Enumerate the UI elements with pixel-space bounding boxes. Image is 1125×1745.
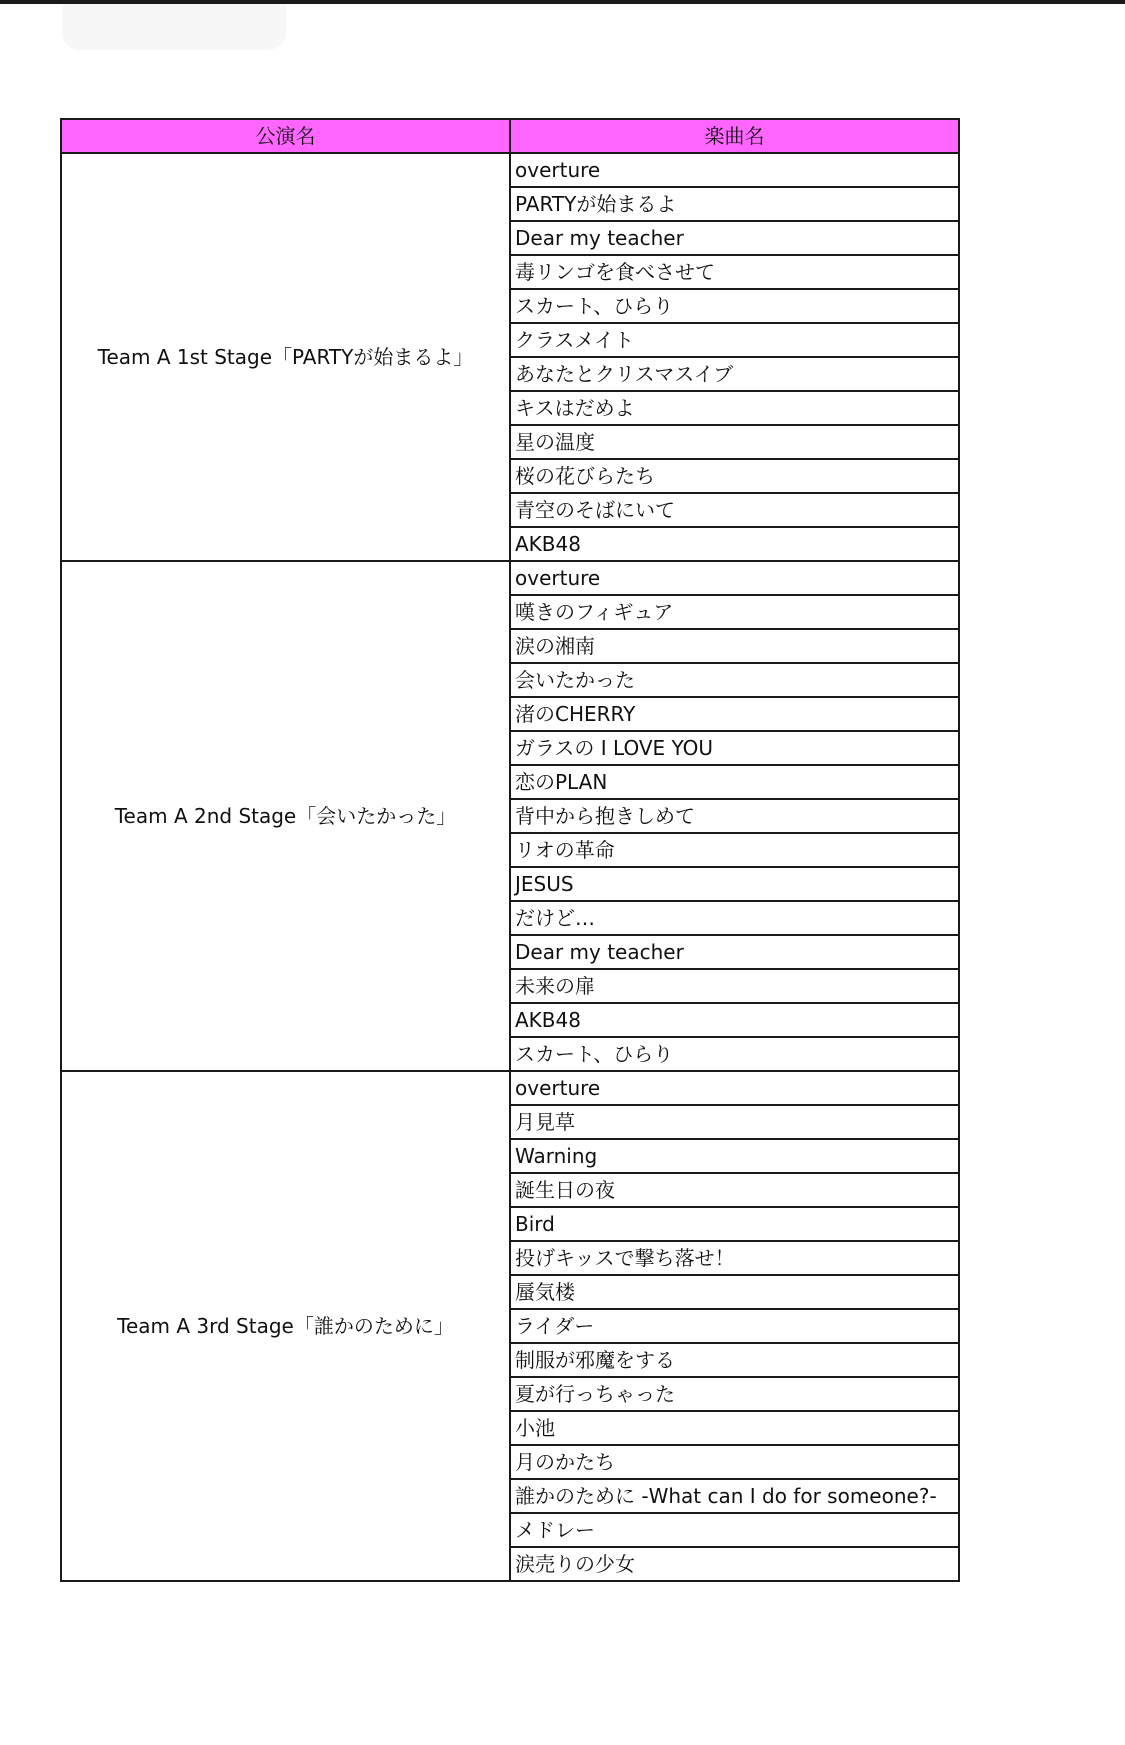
song-title-cell: Dear my teacher	[510, 221, 959, 255]
song-title-cell: スカート、ひらり	[510, 289, 959, 323]
song-title-cell: 青空のそばにいて	[510, 493, 959, 527]
song-title-cell: 蜃気楼	[510, 1275, 959, 1309]
stage-column-header: 公演名	[61, 119, 510, 153]
song-title-cell: スカート、ひらり	[510, 1037, 959, 1071]
song-title-cell: あなたとクリスマスイブ	[510, 357, 959, 391]
song-title-cell: 背中から抱きしめて	[510, 799, 959, 833]
song-title-cell: 毒リンゴを食べさせて	[510, 255, 959, 289]
song-title-cell: 会いたかった	[510, 663, 959, 697]
song-title-cell: 未来の扉	[510, 969, 959, 1003]
song-column-header: 楽曲名	[510, 119, 959, 153]
table-row	[61, 1071, 959, 1105]
faded-tab-placeholder	[62, 4, 286, 50]
stage-name-cell: Team A 1st Stage「PARTYが始まるよ」	[61, 153, 510, 561]
song-title-cell: AKB48	[510, 1003, 959, 1037]
table-body	[61, 153, 959, 1581]
song-title-cell: 恋のPLAN	[510, 765, 959, 799]
song-title-cell: 誰かのために -What can I do for someone?-	[510, 1479, 959, 1513]
song-title-cell: 涙売りの少女	[510, 1547, 959, 1581]
song-title-cell: 月のかたち	[510, 1445, 959, 1479]
table-row	[61, 561, 959, 595]
song-title-cell: メドレー	[510, 1513, 959, 1547]
song-title-cell: だけど…	[510, 901, 959, 935]
song-title-cell: PARTYが始まるよ	[510, 187, 959, 221]
song-title-cell: 嘆きのフィギュア	[510, 595, 959, 629]
song-title-cell: 涙の湘南	[510, 629, 959, 663]
song-title-cell: overture	[510, 561, 959, 595]
song-title-cell: 月見草	[510, 1105, 959, 1139]
song-title-cell: 誕生日の夜	[510, 1173, 959, 1207]
song-title-cell: Dear my teacher	[510, 935, 959, 969]
header-row	[61, 119, 959, 153]
song-title-cell: キスはだめよ	[510, 391, 959, 425]
song-title-cell: 投げキッスで撃ち落せ！	[510, 1241, 959, 1275]
song-title-cell: Bird	[510, 1207, 959, 1241]
song-title-cell: リオの革命	[510, 833, 959, 867]
song-title-cell: 小池	[510, 1411, 959, 1445]
stage-name-cell: Team A 3rd Stage「誰かのために」	[61, 1071, 510, 1581]
song-title-cell: ライダー	[510, 1309, 959, 1343]
setlist-table	[60, 118, 960, 1582]
song-title-cell: クラスメイト	[510, 323, 959, 357]
song-title-cell: Warning	[510, 1139, 959, 1173]
song-title-cell: 星の温度	[510, 425, 959, 459]
song-title-cell: 桜の花びらたち	[510, 459, 959, 493]
song-title-cell: 夏が行っちゃった	[510, 1377, 959, 1411]
table-row	[61, 153, 959, 187]
song-title-cell: overture	[510, 153, 959, 187]
song-title-cell: overture	[510, 1071, 959, 1105]
song-title-cell: AKB48	[510, 527, 959, 561]
stage-name-cell: Team A 2nd Stage「会いたかった」	[61, 561, 510, 1071]
song-title-cell: JESUS	[510, 867, 959, 901]
song-title-cell: 渚のCHERRY	[510, 697, 959, 731]
song-title-cell: 制服が邪魔をする	[510, 1343, 959, 1377]
song-title-cell: ガラスの I LOVE YOU	[510, 731, 959, 765]
